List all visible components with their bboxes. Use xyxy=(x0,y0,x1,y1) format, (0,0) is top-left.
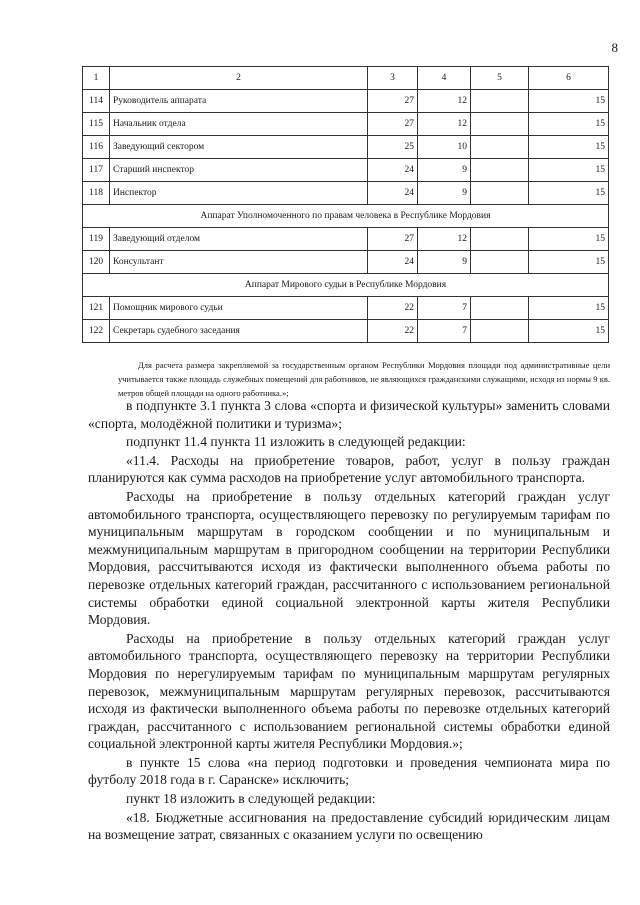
table-row xyxy=(83,90,609,113)
table-section-row xyxy=(83,274,609,297)
value-cell-5 xyxy=(471,113,529,136)
table-row xyxy=(83,297,609,320)
section-title: Аппарат Мирового судьи в Республике Мордовия xyxy=(83,274,609,297)
header-cell: 1 xyxy=(83,67,110,90)
document-body xyxy=(88,397,610,844)
value-cell-5 xyxy=(471,251,529,274)
header-cell: 3 xyxy=(368,67,418,90)
position-name-cell: Консультант xyxy=(110,251,368,274)
value-cell-3: 24 xyxy=(368,159,418,182)
value-cell-5 xyxy=(471,297,529,320)
value-cell-4: 7 xyxy=(418,320,471,343)
value-cell-6: 15 xyxy=(529,90,609,113)
paragraph: «11.4. Расходы на приобретение товаров, работ, услуг в пользу граждан планируются как сумма расходов на приобретение услуг автомобильного транспорта. xyxy=(88,452,610,486)
value-cell-6: 15 xyxy=(529,136,609,159)
page-number: 8 xyxy=(611,40,618,55)
value-cell-3: 27 xyxy=(368,113,418,136)
value-cell-4: 7 xyxy=(418,297,471,320)
value-cell-4: 9 xyxy=(418,159,471,182)
value-cell-5 xyxy=(471,228,529,251)
value-cell-5 xyxy=(471,182,529,205)
row-number-cell: 117 xyxy=(83,159,110,182)
table-row xyxy=(83,320,609,343)
value-cell-5 xyxy=(471,136,529,159)
value-cell-4: 12 xyxy=(418,90,471,113)
value-cell-6: 15 xyxy=(529,113,609,136)
value-cell-6: 15 xyxy=(529,251,609,274)
value-cell-6: 15 xyxy=(529,297,609,320)
position-name-cell: Старший инспектор xyxy=(110,159,368,182)
position-name-cell: Заведующий сектором xyxy=(110,136,368,159)
table-header-row xyxy=(83,67,609,90)
header-cell: 6 xyxy=(529,67,609,90)
table-row xyxy=(83,113,609,136)
value-cell-3: 27 xyxy=(368,90,418,113)
paragraph: пункт 18 изложить в следующей редакции: xyxy=(126,791,376,807)
value-cell-5 xyxy=(471,90,529,113)
position-name-cell: Начальник отдела xyxy=(110,113,368,136)
section-title: Аппарат Уполномоченного по правам человека в Республике Мордовия xyxy=(83,205,609,228)
row-number-cell: 122 xyxy=(83,320,110,343)
value-cell-4: 10 xyxy=(418,136,471,159)
value-cell-4: 9 xyxy=(418,182,471,205)
paragraph: подпункт 11.4 пункта 11 изложить в следующей редакции: xyxy=(126,434,466,450)
value-cell-4: 9 xyxy=(418,251,471,274)
value-cell-5 xyxy=(471,159,529,182)
value-cell-6: 15 xyxy=(529,320,609,343)
table-row xyxy=(83,182,609,205)
value-cell-3: 22 xyxy=(368,297,418,320)
header-cell: 4 xyxy=(418,67,471,90)
value-cell-4: 12 xyxy=(418,113,471,136)
table-row xyxy=(83,251,609,274)
table-section-row xyxy=(83,205,609,228)
position-name-cell: Заведующий отделом xyxy=(110,228,368,251)
position-name-cell: Помощник мирового судьи xyxy=(110,297,368,320)
paragraph: Расходы на приобретение в пользу отдельных категорий граждан услуг автомобильного транспорта, осуществляющего перевозку на территории Республики Мордовия по нерегулируемым тарифам по муниципальным маршрутам регулярных перевозок, межмуниципальным маршрутам регулярных перевозок, рассчитываются исходя из фактически выполненного объема работы по перевозке отдельных категорий граждан, рассчитанного с использованием региональной системы обработки единой социальной электронной карты жителя Республики Мордовия.»; xyxy=(88,630,610,752)
row-number-cell: 118 xyxy=(83,182,110,205)
row-number-cell: 114 xyxy=(83,90,110,113)
paragraph: «18. Бюджетные ассигнования на предоставление субсидий юридическим лицам на возмещение затрат, связанных с оказанием услуги по освещению xyxy=(88,809,610,843)
table-footnote: Для расчета размера закрепляемой за государственным органом Республики Мордовия площади под административные цели учитывается также площадь служебных помещений для работников, не являющихся гражданскими служащими, исходя из нормы 9 кв. метров общей площади на одного работника.»; xyxy=(118,360,610,398)
row-number-cell: 119 xyxy=(83,228,110,251)
paragraph: в подпункте 3.1 пункта 3 слова «спорта и физической культуры» заменить словами «спорта, молодёжной политики и туризма»; xyxy=(88,398,610,431)
value-cell-3: 25 xyxy=(368,136,418,159)
norms-table-body xyxy=(83,67,609,343)
table-row xyxy=(83,159,609,182)
value-cell-3: 27 xyxy=(368,228,418,251)
header-cell: 5 xyxy=(471,67,529,90)
header-cell: 2 xyxy=(110,67,368,90)
position-name-cell: Инспектор xyxy=(110,182,368,205)
row-number-cell: 120 xyxy=(83,251,110,274)
table-row xyxy=(83,136,609,159)
value-cell-5 xyxy=(471,320,529,343)
row-number-cell: 121 xyxy=(83,297,110,320)
paragraph: Расходы на приобретение в пользу отдельных категорий граждан услуг автомобильного транспорта, осуществляющего перевозку по регулируемым тарифам по муниципальным маршрутам в городском сообщении и по муниципальным и межмуниципальным маршрутам в пригородном сообщении на территории Республики Мордовия, рассчитываются исходя из фактически выполненного объема работы по перевозке отдельных категорий граждан, рассчитанного с использованием региональной системы обработки единой социальной электронной карты жителя Республики Мордовия. xyxy=(88,488,610,628)
row-number-cell: 116 xyxy=(83,136,110,159)
value-cell-4: 12 xyxy=(418,228,471,251)
value-cell-6: 15 xyxy=(529,228,609,251)
value-cell-6: 15 xyxy=(529,159,609,182)
value-cell-3: 24 xyxy=(368,251,418,274)
value-cell-3: 22 xyxy=(368,320,418,343)
row-number-cell: 115 xyxy=(83,113,110,136)
position-name-cell: Секретарь судебного заседания xyxy=(110,320,368,343)
paragraph: в пункте 15 слова «на период подготовки и проведения чемпионата мира по футболу 2018 года в г. Саранске» исключить; xyxy=(88,754,610,788)
value-cell-3: 24 xyxy=(368,182,418,205)
position-name-cell: Руководитель аппарата xyxy=(110,90,368,113)
table-row xyxy=(83,228,609,251)
norms-table xyxy=(82,66,609,343)
value-cell-6: 15 xyxy=(529,182,609,205)
